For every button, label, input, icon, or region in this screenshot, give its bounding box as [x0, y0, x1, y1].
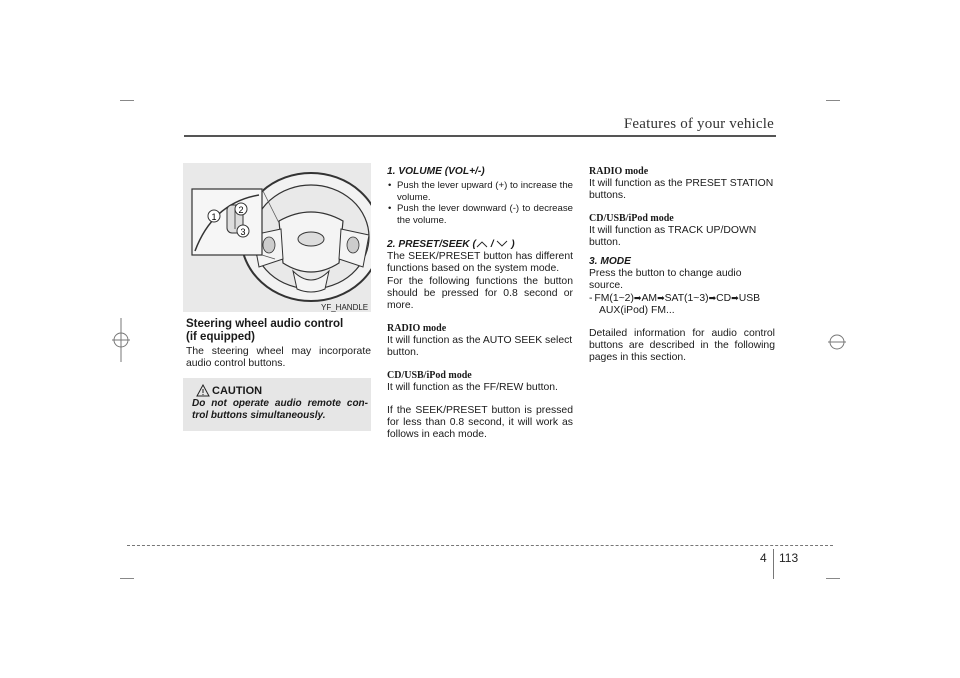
registration-mark-left — [112, 318, 130, 362]
callout-3-label: 3 — [240, 227, 246, 237]
column-2 — [387, 166, 573, 441]
list-item: • Push the lever upward (+) to increase the volume. — [387, 180, 573, 203]
preset-heading — [387, 239, 573, 251]
page-number: 113 — [779, 551, 799, 565]
arrow-right-icon: ➡ — [731, 293, 739, 303]
arrow-right-icon: ➡ — [633, 293, 642, 303]
callout-1-label: 1 — [211, 212, 217, 222]
radio-mode-text: It will function as the AUTO SEEK select button. — [387, 335, 573, 358]
preset-paragraph-1: The SEEK/PRESET button has different functions based on the system mode. — [387, 251, 573, 274]
detail-text: Detailed information for audio control buttons are described in the following pages in this section. — [589, 328, 775, 363]
radio-mode-text: It will function as the PRESET STATION buttons. — [589, 178, 774, 201]
caution-text: Do not operate audio remote con-trol buttons simultaneously. — [192, 398, 368, 421]
sequence-item: FM(1~2) — [594, 293, 634, 304]
sequence-item: CD — [716, 293, 732, 304]
preset-heading-suffix: ) — [508, 239, 515, 250]
radio-mode-heading: RADIO mode — [589, 166, 649, 177]
chevron-down-icon — [496, 240, 508, 248]
list-item: • Push the lever downward (-) to decrease the volume. — [387, 203, 573, 226]
section-intro: The steering wheel may incorporate audio control buttons. — [186, 346, 371, 369]
page-number-separator — [773, 549, 774, 579]
footer-rule — [127, 545, 833, 546]
registration-mark-right — [828, 330, 846, 354]
steering-wheel-illustration — [183, 163, 371, 312]
cd-mode-heading: CD/USB/iPod mode — [589, 213, 674, 224]
sequence-prefix: - — [589, 293, 595, 304]
section-heading — [186, 318, 371, 344]
arrow-right-icon: ➡ — [657, 293, 665, 303]
mode-text: Press the button to change audio source. — [589, 268, 742, 291]
cd-mode-text: It will function as TRACK UP/DOWN button. — [589, 225, 757, 248]
crop-mark — [120, 100, 134, 101]
preset-paragraph-2: For the following functions the button should be pressed for 0.8 second or more. — [387, 276, 573, 311]
short-press-text: If the SEEK/PRESET button is pressed for less than 0.8 second, it will work as follows in each mode. — [387, 405, 573, 440]
caution-title: CAUTION — [212, 385, 263, 397]
callout-2-label: 2 — [238, 205, 244, 215]
mode-sequence — [589, 292, 775, 305]
volume-bullets — [387, 180, 573, 226]
header-title: Features of your vehicle — [623, 116, 774, 132]
sequence-item: SAT(1~3) — [664, 293, 709, 304]
mode-sequence-line2: AUX(iPod) FM... — [599, 305, 675, 316]
sequence-item: AM — [641, 293, 658, 304]
chevron-up-icon — [476, 240, 488, 248]
preset-heading-prefix: 2. PRESET/SEEK ( — [387, 239, 476, 250]
warning-triangle-icon — [196, 384, 210, 397]
crop-mark — [826, 100, 840, 101]
crop-mark — [826, 578, 840, 579]
figure-caption: YF_HANDLE — [321, 303, 369, 312]
column-3 — [589, 166, 775, 364]
cd-mode-text: It will function as the FF/REW button. — [387, 382, 558, 393]
arrow-right-icon: ➡ — [708, 293, 717, 303]
volume-heading: 1. VOLUME (VOL+/-) — [387, 166, 485, 177]
radio-mode-heading: RADIO mode — [387, 323, 447, 334]
mode-heading: 3. MODE — [589, 256, 631, 267]
sequence-item: USB — [738, 293, 761, 304]
preset-heading-mid: / — [487, 239, 497, 250]
cd-mode-heading: CD/USB/iPod mode — [387, 370, 472, 381]
header-rule — [184, 135, 776, 137]
section-heading-line2: (if equipped) — [186, 331, 255, 343]
chapter-number: 4 — [760, 551, 767, 565]
section-heading-line1: Steering wheel audio control — [186, 318, 344, 330]
crop-mark — [120, 578, 134, 579]
steering-wheel-figure — [183, 163, 371, 312]
